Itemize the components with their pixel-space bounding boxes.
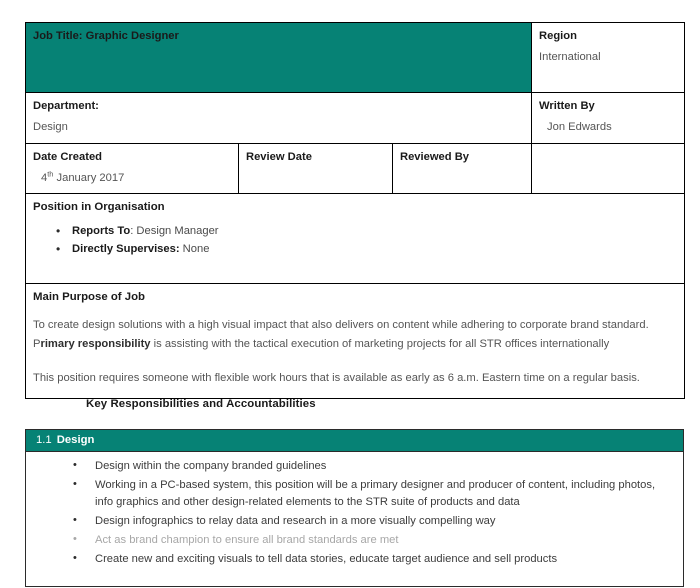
responsibilities-table <box>25 429 684 587</box>
job-description-table <box>25 22 685 399</box>
region-label: Region <box>539 30 577 42</box>
list-item: • Design within the company branded guidelines <box>73 458 673 475</box>
section-body-design <box>26 452 684 587</box>
region-cell <box>532 23 685 93</box>
review-date-label: Review Date <box>246 150 312 163</box>
review-date-cell <box>239 143 393 194</box>
reports-to-separator: : <box>130 225 134 238</box>
date-created-suffix: th <box>47 169 54 179</box>
purpose-paragraph-2-bold: rimary responsibility <box>40 338 151 351</box>
list-item: • Create new and exciting visuals to tell data stories, educate target audience and sell products <box>73 551 673 568</box>
date-created-rest: January 2017 <box>53 172 125 185</box>
reports-to-label: Reports To <box>72 225 131 238</box>
purpose-section-title: Main Purpose of Job <box>33 291 146 304</box>
region-value: International <box>539 51 601 64</box>
purpose-paragraph-2-lead: P <box>33 338 41 351</box>
section-header-design <box>26 430 684 452</box>
reviewed-by-cell <box>393 143 532 194</box>
department-label: Department: <box>33 100 99 112</box>
design-bullet-list <box>36 458 673 568</box>
table-row-purpose <box>26 284 685 398</box>
purpose-paragraph-2-rest: is assisting with the tactical execution of marketing projects for all STR offices internationally <box>150 338 610 351</box>
job-title-text: Job Title: Graphic Designer <box>33 30 179 42</box>
key-responsibilities-heading: Key Responsibilities and Accountabilities <box>86 398 316 410</box>
written-by-label: Written By <box>539 100 595 112</box>
list-item <box>56 241 677 258</box>
purpose-paragraph-2 <box>33 335 677 353</box>
purpose-section-cell <box>26 284 685 398</box>
section-number: 1.1 <box>36 434 52 446</box>
date-created-day: 4 <box>41 172 48 185</box>
position-section-cell <box>26 194 685 284</box>
list-item: • Design infographics to relay data and research in a more visually compelling way <box>73 513 673 530</box>
date-created-value <box>33 170 231 187</box>
reviewed-by-label: Reviewed By <box>400 150 470 163</box>
table-row-dates <box>26 143 685 194</box>
department-value: Design <box>33 121 68 134</box>
purpose-paragraph-3: This position requires someone with flexible work hours that is available as early as 6 a.m. Eastern time on a regular basis. <box>33 372 640 385</box>
table-row-position <box>26 194 685 284</box>
table-row-department <box>26 93 685 144</box>
directly-supervises-label: Directly Supervises: <box>72 242 180 255</box>
dates-blank-cell <box>532 143 685 194</box>
date-created-cell <box>26 143 239 194</box>
table-row-section-body <box>26 452 684 587</box>
table-row-job-title <box>26 23 685 93</box>
table-row-section-header <box>26 430 684 452</box>
section-label: Design <box>56 434 95 446</box>
purpose-paragraph-1: To create design solutions with a high visual impact that also delivers on content while adhering to corporate brand standard. <box>33 319 649 332</box>
written-by-value: Jon Edwards <box>547 121 612 134</box>
list-item <box>56 223 677 240</box>
department-cell <box>26 93 532 144</box>
list-item: • Working in a PC-based system, this position will be a primary designer and producer of content, including photos, info graphics and other design-related elements to the STR suite of products and data <box>73 477 673 512</box>
position-section-title: Position in Organisation <box>33 201 165 214</box>
written-by-cell <box>532 93 685 144</box>
job-title-cell <box>26 23 532 93</box>
reports-to-value: Design Manager <box>133 225 219 238</box>
directly-supervises-value: None <box>179 242 210 255</box>
list-item: • Act as brand champion to ensure all brand standards are met <box>73 532 673 549</box>
position-bullet-list <box>33 223 677 258</box>
date-created-label: Date Created <box>33 150 103 163</box>
